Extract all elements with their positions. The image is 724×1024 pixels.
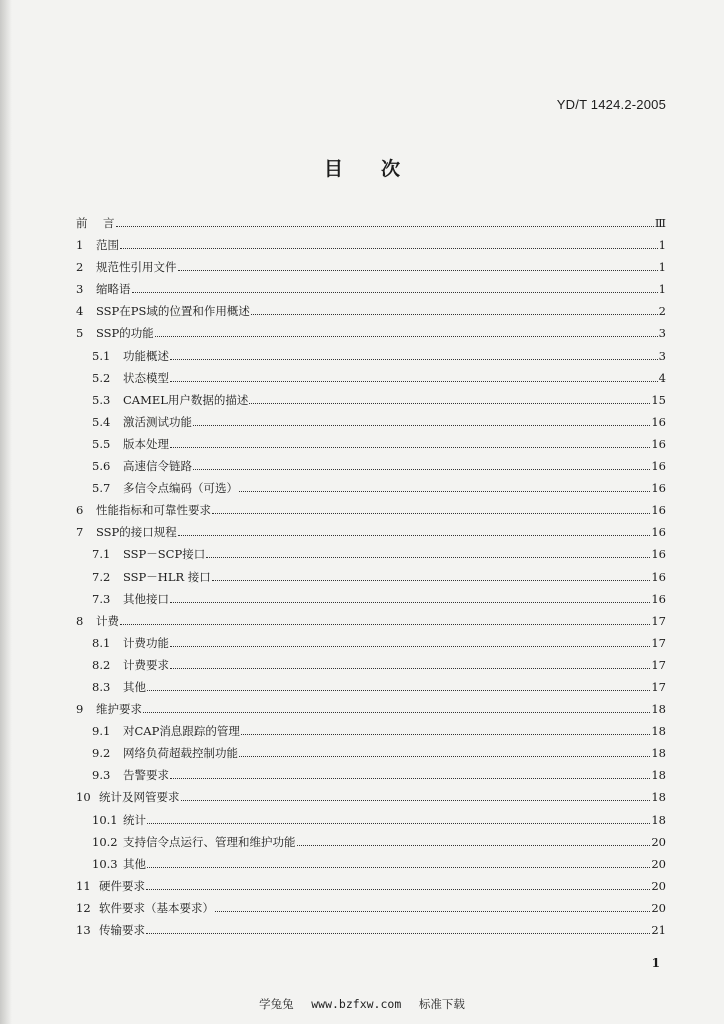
toc-entry-number: 10.2 <box>92 834 118 849</box>
toc-subentry[interactable] <box>76 569 666 591</box>
toc-dot-leader <box>120 248 658 249</box>
toc-entry-title: 状态模型 <box>123 370 169 385</box>
toc-subentry[interactable] <box>76 635 666 657</box>
toc-entry-number: 9.2 <box>92 746 111 761</box>
toc-entry-page: 17 <box>651 679 666 694</box>
toc-entry-title: 功能概述 <box>123 348 169 363</box>
page-number: 1 <box>651 956 660 970</box>
toc-entry-number: 5.6 <box>92 459 111 474</box>
toc-dot-leader <box>193 425 650 426</box>
toc-dot-leader <box>206 557 650 558</box>
toc-entry-title: 软件要求（基本要求） <box>99 900 214 915</box>
toc-entry-page: 20 <box>651 900 666 915</box>
toc-entry-page: 4 <box>658 370 666 385</box>
toc-entry-title: 性能指标和可靠性要求 <box>96 503 211 518</box>
toc-entry-number: 10.3 <box>92 856 118 871</box>
toc-entry-number: 10 <box>76 790 91 805</box>
toc-subentry[interactable] <box>76 856 666 878</box>
toc-entry-number: 5.5 <box>92 436 111 451</box>
toc-entry-number: 7 <box>76 525 84 540</box>
toc-entry-number: 8 <box>76 613 84 628</box>
toc-entry-number: 5.3 <box>92 392 111 407</box>
toc-subentry[interactable] <box>76 480 666 502</box>
toc-entry-page: 2 <box>658 304 666 319</box>
toc-subentry[interactable] <box>76 591 666 613</box>
toc-entry-number: 2 <box>76 260 84 275</box>
toc-entry-page: 16 <box>651 569 666 584</box>
toc-entry-title: 规范性引用文件 <box>96 260 177 275</box>
toc-entry-number: 12 <box>76 900 91 915</box>
toc-entry-number: 8.3 <box>92 679 111 694</box>
toc-entry-number: 1 <box>76 238 84 253</box>
toc-subentry[interactable] <box>76 348 666 370</box>
toc-entry-title: 统计及网管要求 <box>99 790 180 805</box>
toc-entry[interactable] <box>76 524 666 546</box>
toc-dot-leader <box>146 889 650 890</box>
toc-dot-leader <box>170 778 650 779</box>
toc-subentry[interactable] <box>76 436 666 458</box>
toc-entry-number: 7.2 <box>92 569 111 584</box>
toc-dot-leader <box>193 469 650 470</box>
toc-entry-title: 支持信令点运行、管理和维护功能 <box>123 834 296 849</box>
toc-dot-leader <box>178 270 658 271</box>
toc-entry-number: 8.2 <box>92 657 111 672</box>
toc-entry-title: 范围 <box>96 238 119 253</box>
toc-entry[interactable] <box>76 878 666 900</box>
toc-entry-page: 18 <box>651 746 666 761</box>
toc-entry-title: SSP的接口规程 <box>96 525 177 540</box>
toc-dot-leader <box>239 756 650 757</box>
toc-entry-title: 网络负荷超载控制功能 <box>123 746 238 761</box>
toc-entry-title: 计费 <box>96 613 119 628</box>
toc-entry-page: 20 <box>651 856 666 871</box>
toc-dot-leader <box>297 845 651 846</box>
toc-subentry[interactable] <box>76 370 666 392</box>
toc-entry-title: 硬件要求 <box>99 878 145 893</box>
toc-entry-title: 维护要求 <box>96 702 142 717</box>
toc-entry-number: 7.1 <box>92 547 111 562</box>
toc-subentry[interactable] <box>76 745 666 767</box>
toc-entry-title: 对CAP消息跟踪的管理 <box>123 724 240 739</box>
toc-entry-page: 1 <box>658 260 666 275</box>
toc-entry-page: 15 <box>651 392 666 407</box>
toc-subentry[interactable] <box>76 679 666 701</box>
toc-entry-number: 4 <box>76 304 84 319</box>
toc-entry-number: 9.1 <box>92 724 111 739</box>
toc-entry-page: 18 <box>651 768 666 783</box>
toc-dot-leader <box>170 359 658 360</box>
toc-entry-title: SSP的功能 <box>96 326 154 341</box>
toc-entry[interactable] <box>76 502 666 524</box>
toc-subentry[interactable] <box>76 723 666 745</box>
toc-entry-number: 9 <box>76 702 84 717</box>
toc-dot-leader <box>155 336 658 337</box>
toc-entry[interactable] <box>76 281 666 303</box>
toc-entry-page: 17 <box>651 613 666 628</box>
toc-entry[interactable] <box>76 922 666 944</box>
toc-heading-char-2: 次 <box>381 158 401 180</box>
toc-entry-title: 传输要求 <box>99 923 145 937</box>
toc-subentry[interactable] <box>76 812 666 834</box>
toc-entry-title: SSP－HLR 接口 <box>123 569 211 584</box>
toc-dot-leader <box>170 602 650 603</box>
toc-entry-title: 其他接口 <box>123 591 169 606</box>
toc-entry-page: 3 <box>658 326 666 341</box>
toc-entry[interactable] <box>76 259 666 281</box>
toc-entry-page: 1 <box>658 238 666 253</box>
toc-entry[interactable] <box>76 303 666 325</box>
toc-dot-leader <box>132 292 658 293</box>
table-of-contents <box>76 215 666 944</box>
toc-entry-title: 其他 <box>123 679 146 694</box>
toc-entry-page: 16 <box>651 436 666 451</box>
toc-entry-title: CAMEL用户数据的描述 <box>123 392 249 407</box>
toc-entry-number: 8.1 <box>92 635 111 650</box>
toc-entry-number: 5.7 <box>92 481 111 496</box>
toc-dot-leader <box>120 624 650 625</box>
toc-entry-page: 16 <box>651 481 666 496</box>
toc-dot-leader <box>170 447 650 448</box>
toc-entry-page: 21 <box>651 923 666 937</box>
toc-entry-page: 16 <box>651 547 666 562</box>
toc-entry[interactable] <box>76 789 666 811</box>
toc-subentry[interactable] <box>76 834 666 856</box>
toc-entry-page: 16 <box>651 591 666 606</box>
toc-entry-number: 5.2 <box>92 370 111 385</box>
toc-entry-page: 16 <box>651 459 666 474</box>
toc-entry-title: 缩略语 <box>96 282 131 297</box>
toc-entry-title: 高速信令链路 <box>123 459 192 474</box>
toc-entry-page: 17 <box>651 635 666 650</box>
toc-entry-title: 统计 <box>123 812 146 827</box>
toc-subentry[interactable] <box>76 546 666 568</box>
toc-entry[interactable] <box>76 325 666 347</box>
toc-entry-number: 5.4 <box>92 414 111 429</box>
toc-dot-leader <box>147 867 650 868</box>
toc-dot-leader <box>241 734 651 735</box>
toc-entry-title: 版本处理 <box>123 436 169 451</box>
toc-dot-leader <box>146 933 650 934</box>
toc-dot-leader <box>147 823 650 824</box>
toc-entry[interactable] <box>76 215 666 237</box>
footer-url[interactable]: www.bzfxw.com <box>311 997 402 1011</box>
toc-dot-leader <box>170 381 658 382</box>
toc-entry-number: 5.1 <box>92 348 111 363</box>
toc-dot-leader <box>170 646 650 647</box>
toc-entry-title: 多信令点编码（可选） <box>123 481 238 496</box>
toc-entry-page: 18 <box>651 812 666 827</box>
toc-dot-leader <box>178 535 651 536</box>
toc-entry-title: 言 <box>103 216 115 230</box>
toc-entry-title: SSP－SCP接口 <box>123 547 206 562</box>
toc-dot-leader <box>143 712 650 713</box>
toc-subentry[interactable] <box>76 392 666 414</box>
toc-entry-number: 3 <box>76 282 84 297</box>
toc-entry-page: 16 <box>651 525 666 540</box>
toc-subentry[interactable] <box>76 414 666 436</box>
toc-dot-leader <box>170 668 650 669</box>
toc-entry-page: 20 <box>651 878 666 893</box>
toc-entry-number: 10.1 <box>92 812 118 827</box>
toc-dot-leader <box>116 226 654 227</box>
toc-subentry[interactable] <box>76 458 666 480</box>
toc-entry-page: Ⅲ <box>654 216 666 230</box>
toc-heading-char-1: 目 <box>323 158 343 180</box>
toc-entry-page: 3 <box>658 348 666 363</box>
toc-entry[interactable] <box>76 237 666 259</box>
toc-dot-leader <box>147 690 650 691</box>
toc-dot-leader <box>181 800 651 801</box>
toc-heading <box>0 154 724 181</box>
toc-entry-page: 20 <box>651 834 666 849</box>
toc-entry-page: 18 <box>651 724 666 739</box>
watermark-footer <box>0 996 724 1012</box>
toc-entry-title: 告警要求 <box>123 768 169 783</box>
footer-tagline: 标准下载 <box>418 997 465 1011</box>
toc-entry-title: SSP在PS域的位置和作用概述 <box>96 304 250 319</box>
toc-entry-page: 16 <box>651 503 666 518</box>
toc-dot-leader <box>239 491 650 492</box>
toc-dot-leader <box>212 580 651 581</box>
toc-entry-number: 6 <box>76 503 84 518</box>
document-code: YD/T 1424.2-2005 <box>556 97 666 112</box>
toc-entry-page: 1 <box>658 282 666 297</box>
toc-subentry[interactable] <box>76 657 666 679</box>
toc-entry[interactable] <box>76 613 666 635</box>
toc-entry-number: 13 <box>76 923 91 937</box>
toc-entry-page: 16 <box>651 414 666 429</box>
toc-dot-leader <box>215 911 650 912</box>
toc-entry-number: 5 <box>76 326 84 341</box>
toc-entry-page: 18 <box>651 790 666 805</box>
toc-entry[interactable] <box>76 701 666 723</box>
footer-site-name: 学兔兔 <box>259 997 294 1011</box>
toc-entry[interactable] <box>76 900 666 922</box>
toc-entry-number: 7.3 <box>92 591 111 606</box>
toc-entry-page: 17 <box>651 657 666 672</box>
toc-entry-page: 18 <box>651 702 666 717</box>
toc-subentry[interactable] <box>76 767 666 789</box>
toc-entry-number: 11 <box>76 878 91 893</box>
toc-dot-leader <box>212 513 650 514</box>
toc-entry-title: 激活测试功能 <box>123 414 192 429</box>
toc-dot-leader <box>249 403 650 404</box>
toc-dot-leader <box>251 314 658 315</box>
toc-entry-number: 9.3 <box>92 768 111 783</box>
toc-entry-title: 计费要求 <box>123 657 169 672</box>
toc-entry-title: 其他 <box>123 856 146 871</box>
toc-entry-title: 计费功能 <box>123 635 169 650</box>
toc-entry-number: 前 <box>76 216 88 230</box>
